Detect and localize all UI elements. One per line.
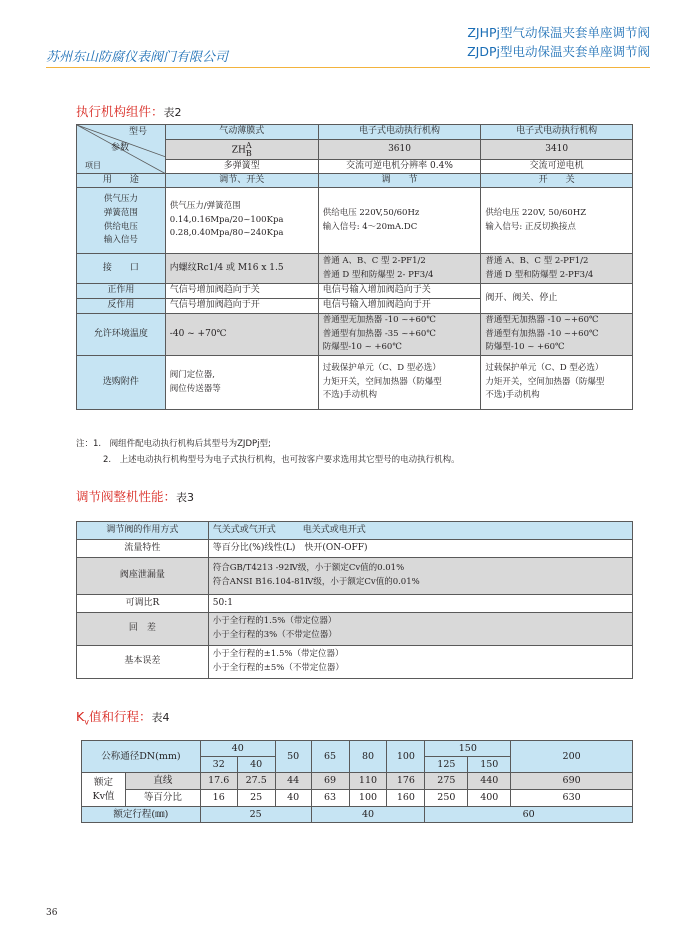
perf-label-rangeability: 可调比R (77, 595, 209, 613)
row-label-reverse: 反作用 (77, 299, 166, 314)
kv-linear-cell: 275 (425, 773, 468, 790)
note-1: 注：1. 阀组件配电动执行机构后其型号为ZJDPj型; (76, 439, 271, 449)
note-2: 2. 上述电动执行机构型号为电子式执行机构，也可按客户要求选用其它型号的电动执行机构。 (103, 455, 460, 465)
page-number: 36 (46, 908, 58, 918)
forward-c1: 气信号增加阀趋向于关 (165, 284, 318, 299)
port-c3 (481, 254, 633, 284)
type-pneumatic: 多弹簧型 (165, 160, 318, 174)
acc-c2c: 不选)手动机构 (322, 390, 378, 401)
supply-c1a: 供气压力/弹簧范围 (169, 201, 241, 212)
page-title-1: ZJHPj型气动保温夹套单座调节阀 (467, 25, 650, 40)
kv-title-rest: 值和行程： (88, 709, 152, 724)
section-title-text: 执行机构组件： (76, 104, 164, 119)
hdr-param: 参数 (111, 143, 130, 153)
perf-value-action: 气关式或气开式 电关式或电开式 (208, 522, 632, 540)
perf-value-error (208, 646, 632, 679)
dn-125: 125 (425, 757, 468, 773)
table-label: 表2 (163, 106, 182, 119)
acc-c2 (318, 356, 481, 410)
dn-200: 200 (511, 741, 633, 773)
use-c1: 调节、开关 (165, 174, 318, 188)
temp-c2 (318, 314, 481, 356)
model-pneumatic (165, 140, 318, 160)
model-3610: 3610 (318, 140, 481, 160)
kv-linear-cell: 27.5 (237, 773, 275, 790)
port-c3a: 普通 A、B、C 型 2-PF1/2 (485, 255, 589, 266)
dn-50: 50 (275, 741, 311, 773)
error-line-2: 小于全行程的±5%（不带定位器） (212, 663, 344, 673)
header-diagonal-cell (77, 125, 166, 174)
acc-c1a: 阀门定位器, (169, 369, 215, 380)
kv-percent-cell: 63 (311, 790, 349, 807)
kv-percent-cell: 400 (468, 790, 511, 807)
supply-label-2: 弹簧范围 (103, 207, 138, 218)
temp-c3b: 普通型有加热器 -10 ~+60℃ (485, 328, 599, 339)
acc-c2b: 力矩开关，空间加热器（防爆型 (322, 376, 442, 387)
stroke-25: 25 (200, 807, 311, 823)
kv-stroke-table (81, 740, 633, 823)
leakage-line-2: 符合ANSI B16.104-81Ⅳ级，小于额定Cv值的0.01% (212, 577, 420, 587)
hysteresis-line-1: 小于全行程的1.5%（带定位器） (212, 616, 337, 627)
acc-c1b: 阀位传送器等 (169, 383, 221, 394)
kv-label-2: Kv值 (92, 790, 115, 802)
supply-c2b: 输入信号: 4～20mA.DC (322, 221, 418, 232)
linear-label: 直线 (125, 773, 200, 790)
temp-c2c: 防爆型-10 ~ +60℃ (322, 342, 402, 353)
reverse-c2: 电信号输入增加阀趋向于开 (318, 299, 481, 314)
supply-c3b: 输入信号: 正反切换接点 (485, 221, 576, 232)
dn-group-150: 150 (425, 741, 511, 757)
stop-c3: 阀开、阀关、停止 (481, 284, 633, 314)
stroke-60: 60 (425, 807, 633, 823)
acc-c3 (481, 356, 633, 410)
reverse-c1: 气信号增加阀趋向于开 (165, 299, 318, 314)
dn-100: 100 (387, 741, 425, 773)
company-name: 苏州东山防腐仪表阀门有限公司 (46, 50, 229, 65)
kv-percent-cell: 100 (349, 790, 387, 807)
kv-label-1: 额定 (93, 776, 113, 788)
dn-40: 40 (237, 757, 275, 773)
hdr-item: 项目 (85, 161, 101, 170)
header-rule (46, 67, 650, 68)
perf-label-leakage: 阀座泄漏量 (77, 558, 209, 595)
supply-c1 (165, 188, 318, 254)
model-3410: 3410 (481, 140, 633, 160)
perf-value-leakage (208, 558, 632, 595)
dn-80: 80 (349, 741, 387, 773)
type-electric-1: 交流可逆电机分辨率 0.4% (318, 160, 481, 174)
supply-label-1: 供气压力 (103, 194, 138, 205)
temp-c2b: 普通型有加热器 -35 ~+60℃ (322, 328, 436, 339)
supply-label-4: 输入信号 (103, 235, 138, 246)
row-label-supply (77, 188, 166, 254)
perf-value-hysteresis (208, 613, 632, 646)
leakage-line-1: 符合GB/T4213 -92Ⅳ级，小于额定Cv值的0.01% (212, 563, 405, 574)
row-label-forward: 正作用 (77, 284, 166, 299)
supply-label-3: 供给电压 (103, 221, 138, 232)
supply-c1b: 0.14,0.16Mpa/20~100Kpa (169, 214, 284, 225)
acc-c3c: 不选)手动机构 (485, 390, 540, 401)
model-prefix: ZH (231, 145, 246, 155)
dn-150: 150 (468, 757, 511, 773)
kv-percent-cell: 250 (425, 790, 468, 807)
dn-label: 公称通径DN(mm) (82, 741, 201, 773)
kv-percent-cell: 16 (200, 790, 237, 807)
dn-65: 65 (311, 741, 349, 773)
table-label: 表3 (176, 491, 195, 504)
kv-label (82, 773, 126, 807)
row-label-use: 用 途 (77, 174, 166, 188)
actuator-table (76, 124, 633, 410)
temp-c2a: 普通型无加热器 -10 ~+60℃ (322, 315, 436, 326)
dn-32: 32 (200, 757, 237, 773)
col-electric-2: 电子式电动执行机构 (481, 125, 633, 140)
port-c2 (318, 254, 481, 284)
notes (76, 436, 460, 468)
kv-linear-cell: 110 (349, 773, 387, 790)
stroke-label: 额定行程(㎜) (82, 807, 201, 823)
port-c2b: 普通 D 型和防爆型 2- PF3/4 (322, 269, 434, 280)
acc-c3b: 力矩开关，空间加热器（防爆型 (485, 376, 605, 387)
acc-c2a: 过载保护单元（C、D 型必选） (322, 363, 441, 374)
perf-value-rangeability: 50:1 (208, 595, 632, 613)
perf-label-action: 调节阀的作用方式 (77, 522, 209, 540)
model-sup: A (245, 140, 252, 150)
temp-c3 (481, 314, 633, 356)
kv-linear-cell: 17.6 (200, 773, 237, 790)
percent-label: 等百分比 (125, 790, 200, 807)
supply-c3 (481, 188, 633, 254)
port-c2a: 普通 A、B、C 型 2-PF1/2 (322, 255, 426, 266)
perf-label-flow: 流量特性 (77, 540, 209, 558)
perf-label-error: 基本误差 (77, 646, 209, 679)
kv-percent-cell: 630 (511, 790, 633, 807)
kv-title-sub: v (84, 717, 89, 727)
section-title-performance (76, 487, 194, 505)
hysteresis-line-2: 小于全行程的3%（不带定位器） (212, 630, 337, 640)
col-electric-1: 电子式电动执行机构 (318, 125, 481, 140)
performance-table (76, 521, 633, 679)
kv-title-k: K (76, 709, 85, 724)
row-label-temp: 允许环境温度 (77, 314, 166, 356)
section-title-text: 调节阀整机性能： (76, 489, 177, 504)
supply-c1c: 0.28,0.40Mpa/80~240Kpa (169, 228, 284, 239)
perf-value-flow: 等百分比(%)线性(L) 快开(ON-OFF) (208, 540, 632, 558)
row-label-port: 接 口 (77, 254, 166, 284)
kv-percent-cell: 160 (387, 790, 425, 807)
kv-percent-cell: 40 (275, 790, 311, 807)
kv-linear-cell: 440 (468, 773, 511, 790)
supply-c2a: 供给电压 220V,50/60Hz (322, 207, 420, 218)
dn-group-40: 40 (200, 741, 275, 757)
temp-c3a: 普通型无加热器 -10 ~+60℃ (485, 315, 599, 326)
stroke-40: 40 (311, 807, 425, 823)
type-electric-2: 交流可逆电机 (481, 160, 633, 174)
temp-c3c: 防爆型-10 ~ +60℃ (485, 342, 565, 353)
forward-c2: 电信号输入增加阀趋向于关 (318, 284, 481, 299)
acc-c3a: 过载保护单元（C、D 型必选） (485, 363, 604, 374)
port-c3b: 普通 D 型和防爆型 2-PF3/4 (485, 269, 594, 280)
kv-percent-cell: 25 (237, 790, 275, 807)
perf-label-hysteresis: 回 差 (77, 613, 209, 646)
error-line-1: 小于全行程的±1.5%（带定位器） (212, 649, 344, 660)
supply-c2 (318, 188, 481, 254)
col-pneumatic: 气动薄膜式 (165, 125, 318, 140)
row-label-accessories: 选购附件 (77, 356, 166, 410)
kv-linear-cell: 69 (311, 773, 349, 790)
section-title-kv (76, 707, 169, 727)
model-sub: B (245, 148, 252, 158)
use-c3: 开 关 (481, 174, 633, 188)
table-label: 表4 (151, 711, 170, 724)
kv-linear-cell: 176 (387, 773, 425, 790)
use-c2: 调 节 (318, 174, 481, 188)
kv-linear-cell: 690 (511, 773, 633, 790)
temp-c1: -40 ~ +70℃ (165, 314, 318, 356)
kv-linear-cell: 44 (275, 773, 311, 790)
section-title-actuator (76, 102, 182, 120)
port-c1: 内螺纹Rc1/4 或 M16 x 1.5 (165, 254, 318, 284)
hdr-model: 型号 (129, 127, 148, 137)
supply-c3a: 供给电压 220V, 50/60HZ (485, 207, 587, 218)
acc-c1 (165, 356, 318, 410)
page-title-2: ZJDPj型电动保温夹套单座调节阀 (467, 44, 650, 59)
